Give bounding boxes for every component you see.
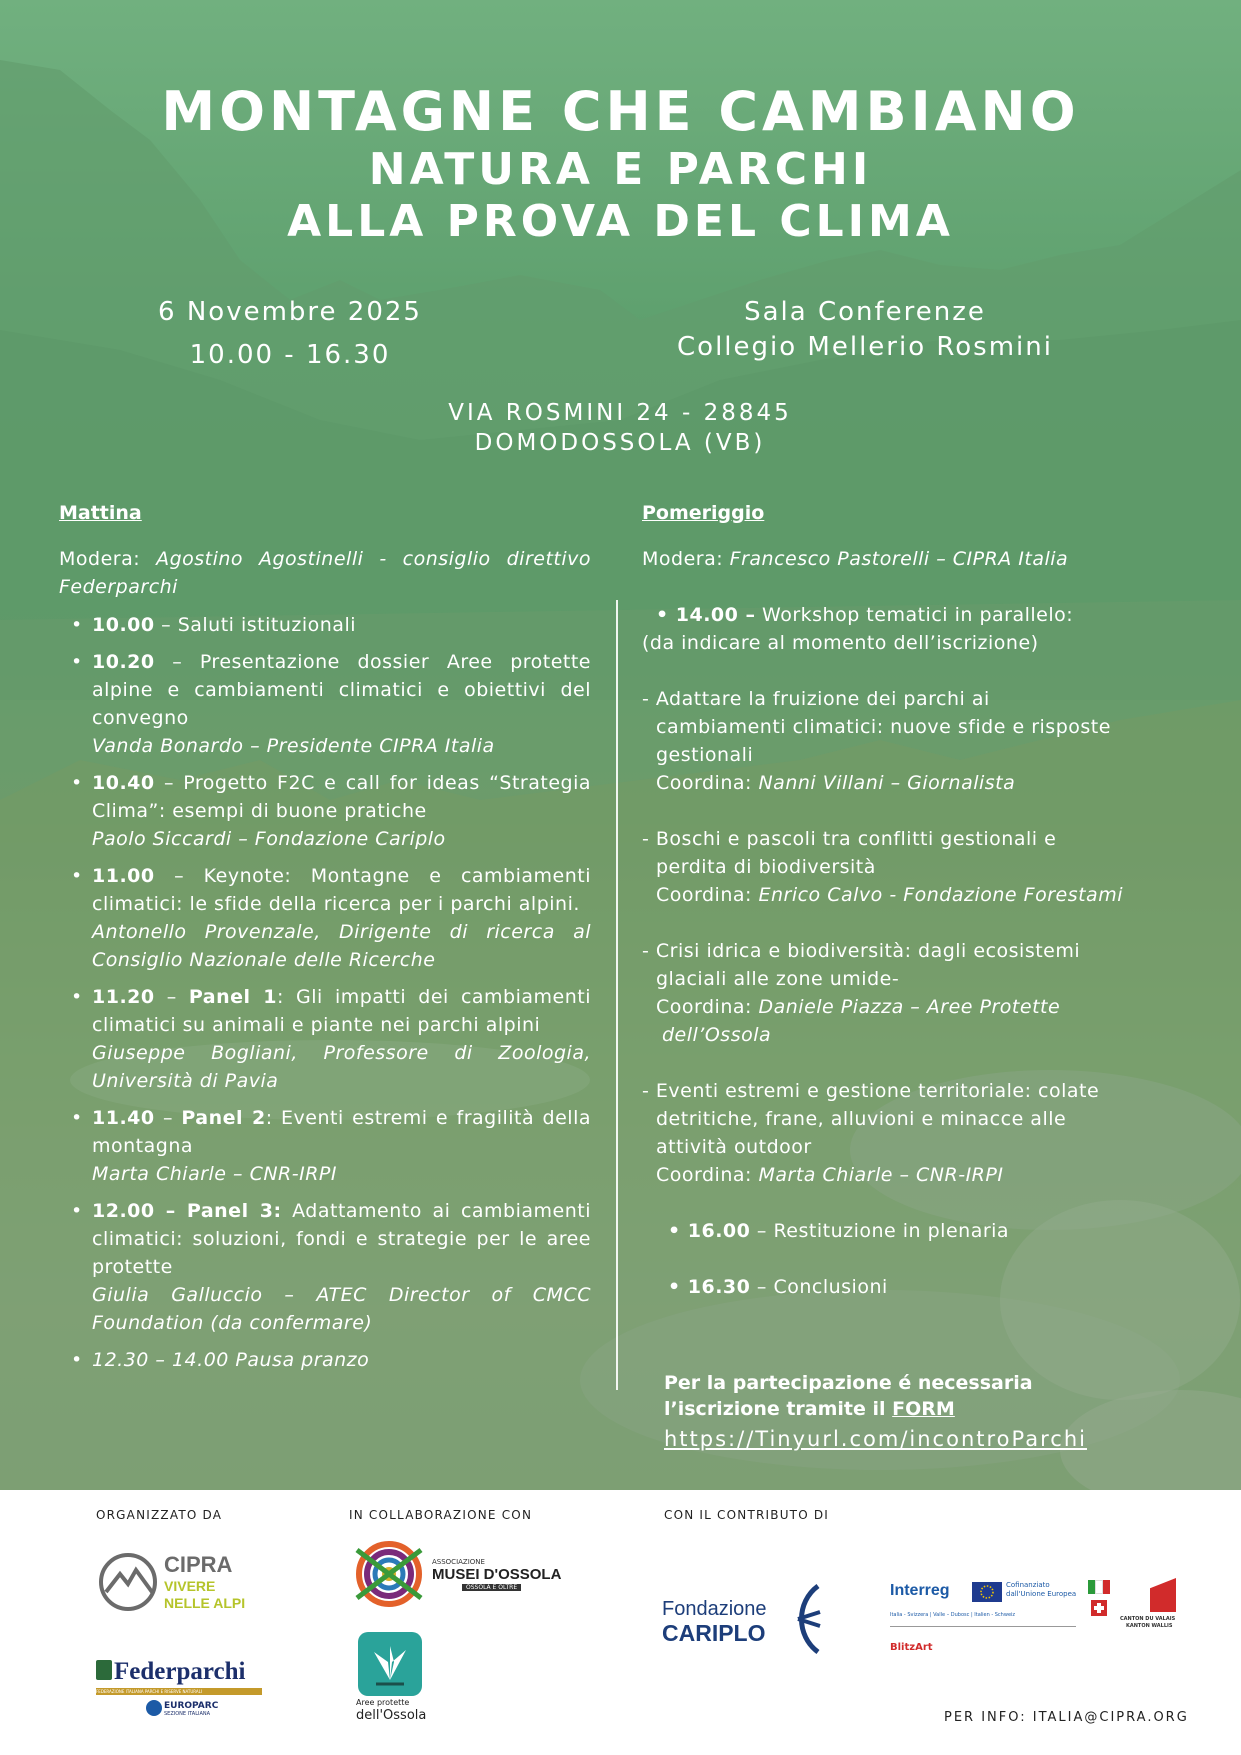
moderator-name: Francesco Pastorelli – CIPRA Italia [729,548,1069,570]
moderator-label: Modera: [59,548,141,570]
item-time: 10.00 [92,614,155,636]
title-line-1: MONTAGNE CHE CAMBIANO [161,80,1080,143]
swiss-flag-icon [1091,1600,1107,1616]
aree-protette-logo [356,1632,436,1726]
event-date: 6 Novembre 2025 [158,297,422,327]
workshop-title: - Eventi estremi e gestione territoriale: colate [642,1080,1100,1102]
item-time: 12.00 [92,1200,155,1222]
italy-flag-icon [1088,1580,1110,1594]
workshop-title: - Adattare la fruizione dei parchi ai [642,688,990,710]
item-text: : Gli impatti dei cambiamenti climatici su animali e piante nei parchi alpini [92,986,591,1036]
workshop-title-cont: attività outdoor [656,1136,812,1158]
venue-building: Collegio Mellerio Rosmini [677,332,1053,362]
item-panel: Panel 2 [181,1107,266,1129]
coord-label: Coordina: [656,1164,752,1186]
collaboration-label: IN COLLABORAZIONE CON [349,1508,533,1522]
item-time: 10.20 [92,651,155,673]
morning-heading: Mattina [59,502,142,524]
workshop-coordinator: Marta Chiarle – CNR-IRPI [758,1164,1004,1186]
registration-url-link[interactable]: https://Tinyurl.com/incontroParchi [664,1427,1087,1451]
cipra-name: CIPRA [164,1552,233,1577]
item-text: Adattamento ai cambiamenti climatici: soluzioni, fondi e strategie per le aree protette [92,1200,591,1278]
blitzart-name: BlitzArt [890,1642,933,1653]
item-speaker: Marta Chiarle – CNR-IRPI [92,1163,337,1185]
workshop-coordinator: Daniele Piazza – Aree Protette [758,996,1061,1018]
item-text: – Progetto F2C e call for ideas “Strategia Clima”: esempi di buone pratiche [92,772,591,822]
workshop-title-cont: cambiamenti climatici: nuove sfide e risposte [656,716,1111,738]
aree-protette-line2: dell'Ossola [356,1708,427,1723]
workshop-1 [642,685,1202,797]
item-time: 11.40 [92,1107,155,1129]
cipra-mountain-icon [98,1550,158,1614]
cipra-tagline-2: NELLE ALPI [164,1595,246,1611]
workshop-coordinator: Nanni Villani – Giornalista [758,772,1016,794]
closing-text: – Conclusioni [750,1276,888,1298]
valais-line1: CANTON DU VALAIS [1120,1616,1176,1622]
closing-item [642,1273,1202,1301]
cipra-tagline-1: VIVERE [164,1578,216,1594]
europarc-name: EUROPARC [164,1701,219,1711]
morning-schedule [59,611,591,1374]
coord-label: Coordina: [656,772,752,794]
item-speaker: Paolo Siccardi – Fondazione Cariplo [92,828,446,850]
schedule-item [59,983,591,1095]
afternoon-program [642,545,1202,1329]
federparchi-emblem-icon [96,1660,112,1680]
item-text: : Eventi estremi e fragilità della montagna [92,1107,591,1157]
column-divider [616,600,618,1390]
eu-flag-icon [972,1582,1002,1602]
workshop-note: (da indicare al momento dell’iscrizione) [642,632,1039,654]
item-speaker: Giulia Galluccio – ATEC Director of CMCC Foundation (da confermare) [92,1284,591,1334]
europarc-icon [146,1700,162,1716]
fondazione-cariplo-logo [662,1580,832,1660]
federparchi-logo [96,1658,266,1718]
valais-emblem-icon [1150,1578,1176,1612]
interreg-logo [890,1578,1180,1658]
lunch-break [59,1346,591,1374]
workshop-title-cont: detritiche, frane, alluvioni e minacce alle [656,1108,1067,1130]
item-text: – Presentazione dossier Aree protette alpine e cambiamenti climatici e obiettivi del convegno [92,651,591,729]
morning-moderator [59,545,591,601]
item-text: – Keynote: Montagne e cambiamenti climatici: le sfide della ricerca per i parchi alpini. [92,865,591,915]
musei-ossola-rings-icon [352,1540,426,1608]
item-panel: Panel 3: [186,1200,282,1222]
workshop-title-cont: glaciali alle zone umide- [656,968,900,990]
morning-program [59,545,591,1383]
aree-protette-line1: Aree protette [356,1698,410,1707]
item-text: – Saluti istituzionali [154,614,356,636]
workshop-title-cont: perdita di biodiversità [656,856,876,878]
schedule-item [59,611,591,639]
item-speaker: Giuseppe Bogliani, Professore di Zoologia, Università di Pavia [92,1042,591,1092]
schedule-item [59,769,591,853]
organized-by-label: ORGANIZZATO DA [96,1508,223,1522]
registration-text-2: l’iscrizione tramite il [664,1398,893,1420]
item-speaker: Antonello Provenzale, Dirigente di ricerca al Consiglio Nazionale delle Ricerche [92,921,591,971]
item-sep: – [154,1200,187,1222]
musei-ossola-logo [352,1540,562,1608]
item-time: 11.20 [92,986,155,1008]
interreg-rule [890,1626,1076,1627]
workshop-coordinator: Enrico Calvo - Fondazione Forestami [758,884,1123,906]
address-street: VIA ROSMINI 24 - 28845 [448,400,792,426]
afternoon-moderator [642,545,1202,573]
registration-text: Per la partecipazione é necessaria [664,1372,1033,1394]
workshop-text: Workshop tematici in parallelo: [755,604,1074,626]
afternoon-heading: Pomeriggio [642,502,765,524]
coord-label: Coordina: [656,996,752,1018]
workshop-title: - Crisi idrica e biodiversità: dagli ecosistemi [642,940,1081,962]
aree-protette-leaf-icon [358,1632,422,1696]
moderator-name: Agostino Agostinelli - consiglio direttivo Federparchi [59,548,591,598]
contact-info: PER INFO: ITALIA@CIPRA.ORG [944,1710,1189,1725]
plenary-time: • 16.00 [654,1220,750,1242]
cipra-logo [98,1548,268,1616]
schedule-item [59,862,591,974]
cariplo-line2: CARIPLO [662,1620,766,1646]
workshop-intro [642,601,1202,657]
schedule-item [59,648,591,760]
cariplo-symbol-icon [790,1582,826,1656]
musei-subtitle: OSSOLA E OLTRE [462,1584,521,1591]
item-sep: – [154,1107,182,1129]
title-line-2: NATURA E PARCHI [368,144,873,195]
eu-cofinanced-line1: Cofinanziato [1006,1581,1050,1589]
plenary-item [642,1217,1202,1245]
item-panel: Panel 1 [188,986,277,1008]
eu-cofinanced-line2: dall'Unione Europea [1006,1590,1077,1598]
venue-name: Sala Conferenze [744,297,986,327]
workshop-title-cont: gestionali [656,744,754,766]
schedule-item [59,1104,591,1188]
item-sep: – [154,986,189,1008]
federparchi-subtitle: FEDERAZIONE ITALIANA PARCHI E RISERVE NATURALI [96,1688,262,1695]
item-speaker: Vanda Bonardo – Presidente CIPRA Italia [92,735,495,757]
moderator-label: Modera: [642,548,724,570]
federparchi-name: Federparchi [114,1658,246,1685]
interreg-regions: Italia - Svizzera | Valle – Dubosc | Italien - Schweiz [890,1612,1016,1618]
workshop-time: • 14.00 – [642,604,755,626]
contribution-label: CON IL CONTRIBUTO DI [664,1508,830,1522]
item-time: 11.00 [92,865,155,887]
schedule-item [59,1197,591,1337]
form-link[interactable]: FORM [892,1398,955,1420]
valais-line2: KANTON WALLIS [1126,1623,1173,1629]
workshop-3 [642,937,1202,1049]
event-time: 10.00 - 16.30 [189,340,391,370]
cariplo-line1: Fondazione [662,1598,767,1620]
workshop-2 [642,825,1202,909]
item-time: 10.40 [92,772,155,794]
workshop-4 [642,1077,1202,1189]
workshop-title: - Boschi e pascoli tra conflitti gestionali e [642,828,1057,850]
musei-association-label: ASSOCIAZIONE [432,1558,485,1566]
musei-name: MUSEI D'OSSOLA [432,1566,562,1583]
europarc-subtitle: SEZIONE ITALIANA [164,1711,211,1717]
registration-box [664,1370,1087,1453]
title-line-3: ALLA PROVA DEL CLIMA [287,196,954,247]
coord-label: Coordina: [656,884,752,906]
workshop-coordinator-cont: dell’Ossola [662,1024,772,1046]
address-city: DOMODOSSOLA (VB) [474,430,766,456]
plenary-text: – Restituzione in plenaria [750,1220,1010,1242]
lunch-text: 12.30 – 14.00 Pausa pranzo [92,1349,370,1371]
closing-time: • 16.30 [654,1276,750,1298]
interreg-name: Interreg [890,1582,950,1599]
